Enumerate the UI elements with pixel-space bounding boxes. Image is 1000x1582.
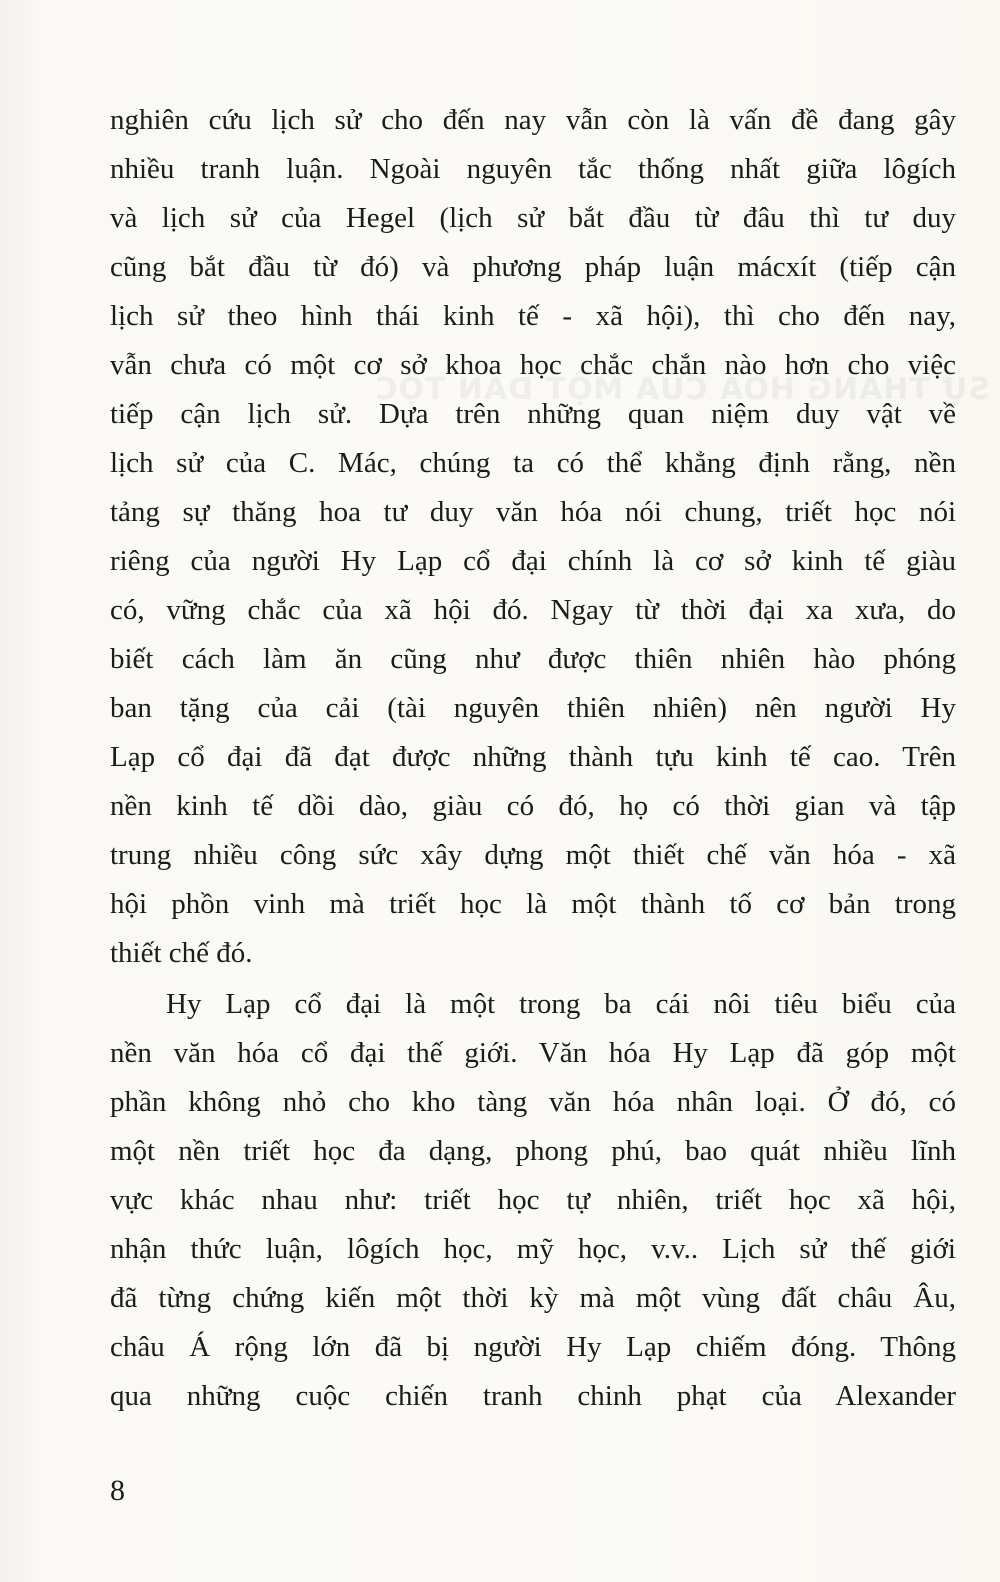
paragraph-end-line: thiết chế đó.	[110, 937, 253, 969]
text-line: tảng sự thăng hoa tư duy văn hóa nói chung, triết học nói	[110, 496, 956, 528]
text-line: nền kinh tế dồi dào, giàu có đó, họ có thời gian và tập	[110, 790, 956, 822]
text-line: Lạp cổ đại đã đạt được những thành tựu kinh tế cao. Trên	[110, 741, 956, 773]
text-line: nhiều tranh luận. Ngoài nguyên tắc thống nhất giữa lôgích	[110, 153, 956, 185]
text-line: biết cách làm ăn cũng như được thiên nhiên hào phóng	[110, 643, 956, 675]
text-line: đã từng chứng kiến một thời kỳ mà một vùng đất châu Âu,	[110, 1282, 956, 1314]
page-number: 8	[110, 1474, 125, 1507]
text-line: một nền triết học đa dạng, phong phú, bao quát nhiều lĩnh	[110, 1135, 956, 1167]
text-line: ban tặng của cải (tài nguyên thiên nhiên) nên người Hy	[110, 692, 956, 724]
text-line: nhận thức luận, lôgích học, mỹ học, v.v.. Lịch sử thế giới	[110, 1233, 956, 1265]
bleed-through-heading: SỰ THĂNG HOA CỦA MỘT DÂN TỘC	[374, 372, 990, 407]
text-line: lịch sử của C. Mác, chúng ta có thể khẳng định rằng, nền	[110, 447, 956, 479]
text-line: châu Á rộng lớn đã bị người Hy Lạp chiếm đóng. Thông	[110, 1331, 956, 1363]
text-line: trung nhiều công sức xây dựng một thiết chế văn hóa - xã	[110, 839, 956, 871]
text-line: hội phồn vinh mà triết học là một thành tố cơ bản trong	[110, 888, 956, 920]
text-line: qua những cuộc chiến tranh chinh phạt của Alexander	[110, 1380, 956, 1412]
text-line: tiếp cận lịch sử. Dựa trên những quan niệm duy vật về	[110, 398, 956, 430]
text-line: vực khác nhau như: triết học tự nhiên, triết học xã hội,	[110, 1184, 956, 1216]
text-line: vẫn chưa có một cơ sở khoa học chắc chắn nào hơn cho việc	[110, 349, 956, 381]
text-line: có, vững chắc của xã hội đó. Ngay từ thời đại xa xưa, do	[110, 594, 956, 626]
text-line: và lịch sử của Hegel (lịch sử bắt đầu từ đâu thì tư duy	[110, 202, 956, 234]
text-line: phần không nhỏ cho kho tàng văn hóa nhân loại. Ở đó, có	[110, 1086, 956, 1118]
paragraph-first-line: Hy Lạp cổ đại là một trong ba cái nôi tiêu biểu của	[166, 988, 956, 1020]
text-line: riêng của người Hy Lạp cổ đại chính là cơ sở kinh tế giàu	[110, 545, 956, 577]
text-line: lịch sử theo hình thái kinh tế - xã hội), thì cho đến nay,	[110, 300, 956, 332]
text-line: cũng bắt đầu từ đó) và phương pháp luận mácxít (tiếp cận	[110, 251, 956, 283]
text-line: nghiên cứu lịch sử cho đến nay vẫn còn là vấn đề đang gây	[110, 104, 956, 136]
text-line: nền văn hóa cổ đại thế giới. Văn hóa Hy Lạp đã góp một	[110, 1037, 956, 1069]
body-text	[110, 96, 956, 1421]
